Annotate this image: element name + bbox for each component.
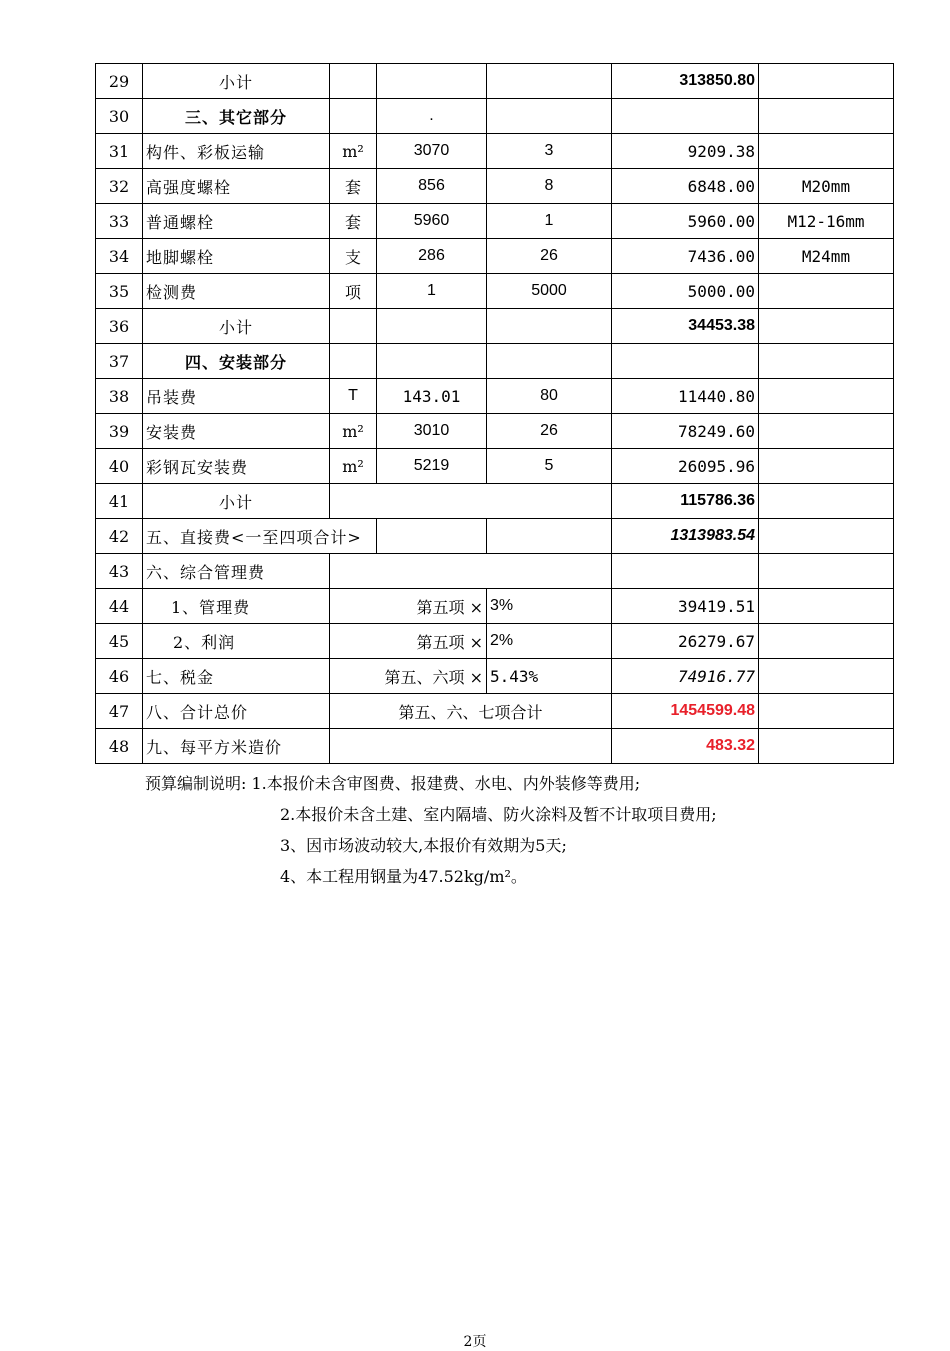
formula-cell bbox=[330, 729, 612, 764]
unit-price-cell: 5000 bbox=[487, 274, 612, 309]
unit-cell bbox=[330, 64, 377, 99]
unit-price-cell: 80 bbox=[487, 379, 612, 414]
note-cell: M20mm bbox=[759, 169, 894, 204]
quantity-cell: 3010 bbox=[377, 414, 487, 449]
note-cell bbox=[759, 554, 894, 589]
note-cell bbox=[759, 344, 894, 379]
note-item: 1.本报价未含审图费、报建费、水电、内外装修等费用; bbox=[251, 774, 641, 793]
note-cell bbox=[759, 99, 894, 134]
table-row bbox=[96, 99, 894, 134]
item-name: 地脚螺栓 bbox=[143, 239, 330, 274]
table-row bbox=[96, 554, 894, 589]
quantity-cell: . bbox=[377, 99, 487, 134]
rate-cell: 5.43% bbox=[487, 659, 612, 694]
amount-cell bbox=[612, 99, 759, 134]
table-row bbox=[96, 134, 894, 169]
row-number: 43 bbox=[96, 554, 143, 589]
row-number: 46 bbox=[96, 659, 143, 694]
item-name: 小计 bbox=[143, 484, 330, 519]
item-name: 2、利润 bbox=[143, 624, 330, 659]
unit-cell: 套 bbox=[330, 204, 377, 239]
table-row bbox=[96, 309, 894, 344]
row-number: 45 bbox=[96, 624, 143, 659]
quantity-cell: 856 bbox=[377, 169, 487, 204]
quantity-cell bbox=[377, 64, 487, 99]
note-item: 2.本报价未含土建、室内隔墙、防火涂料及暂不计取项目费用; bbox=[280, 805, 717, 824]
note-cell bbox=[759, 414, 894, 449]
budget-notes bbox=[145, 768, 717, 892]
amount-cell bbox=[612, 554, 759, 589]
section-heading: 三、其它部分 bbox=[143, 99, 330, 134]
note-cell bbox=[759, 484, 894, 519]
item-name: 九、每平方米造价 bbox=[143, 729, 330, 764]
unit-price-cell: 26 bbox=[487, 239, 612, 274]
merged-empty-cell bbox=[330, 554, 612, 589]
empty-cell bbox=[487, 519, 612, 554]
item-name: 六、综合管理费 bbox=[143, 554, 330, 589]
row-number: 34 bbox=[96, 239, 143, 274]
amount-cell: 5960.00 bbox=[612, 204, 759, 239]
table-row bbox=[96, 484, 894, 519]
row-number: 30 bbox=[96, 99, 143, 134]
merged-empty-cell bbox=[330, 484, 612, 519]
item-name: 普通螺栓 bbox=[143, 204, 330, 239]
unit-price-cell: 3 bbox=[487, 134, 612, 169]
formula-cell: 第五、六、七项合计 bbox=[330, 694, 612, 729]
row-number: 39 bbox=[96, 414, 143, 449]
quantity-cell: 143.01 bbox=[377, 379, 487, 414]
amount-cell: 9209.38 bbox=[612, 134, 759, 169]
note-cell bbox=[759, 274, 894, 309]
table-row bbox=[96, 344, 894, 379]
item-name: 1、管理费 bbox=[143, 589, 330, 624]
quantity-cell: 5219 bbox=[377, 449, 487, 484]
row-number: 47 bbox=[96, 694, 143, 729]
amount-cell bbox=[612, 344, 759, 379]
formula-cell: 第五项 × bbox=[330, 589, 487, 624]
note-cell bbox=[759, 309, 894, 344]
row-number: 29 bbox=[96, 64, 143, 99]
unit-cell: m² bbox=[330, 414, 377, 449]
note-cell bbox=[759, 694, 894, 729]
row-number: 38 bbox=[96, 379, 143, 414]
table-row bbox=[96, 624, 894, 659]
item-name: 高强度螺栓 bbox=[143, 169, 330, 204]
direct-cost-amount: 1313983.54 bbox=[612, 519, 759, 554]
item-name: 七、税金 bbox=[143, 659, 330, 694]
rate-cell: 2% bbox=[487, 624, 612, 659]
row-number: 32 bbox=[96, 169, 143, 204]
table-row bbox=[96, 169, 894, 204]
formula-cell: 第五、六项 × bbox=[330, 659, 487, 694]
unit-price-cell bbox=[487, 99, 612, 134]
note-cell bbox=[759, 134, 894, 169]
row-number: 33 bbox=[96, 204, 143, 239]
unit-price-cell bbox=[487, 64, 612, 99]
unit-cell: m² bbox=[330, 449, 377, 484]
amount-cell: 11440.80 bbox=[612, 379, 759, 414]
row-number: 35 bbox=[96, 274, 143, 309]
note-cell: M24mm bbox=[759, 239, 894, 274]
unit-price-cell: 8 bbox=[487, 169, 612, 204]
quantity-cell: 286 bbox=[377, 239, 487, 274]
item-name: 吊装费 bbox=[143, 379, 330, 414]
notes-label: 预算编制说明: bbox=[145, 774, 247, 793]
table-row bbox=[96, 64, 894, 99]
page-number: 2页 bbox=[463, 1334, 487, 1350]
row-number: 42 bbox=[96, 519, 143, 554]
unit-cell: 套 bbox=[330, 169, 377, 204]
item-name: 安装费 bbox=[143, 414, 330, 449]
note-item: 3、因市场波动较大,本报价有效期为5天; bbox=[280, 836, 567, 855]
unit-cell: m² bbox=[330, 134, 377, 169]
row-number: 40 bbox=[96, 449, 143, 484]
item-name: 检测费 bbox=[143, 274, 330, 309]
item-name: 五、直接费<一至四项合计> bbox=[143, 519, 377, 554]
row-number: 41 bbox=[96, 484, 143, 519]
note-cell: M12-16mm bbox=[759, 204, 894, 239]
amount-cell: 39419.51 bbox=[612, 589, 759, 624]
item-name: 八、合计总价 bbox=[143, 694, 330, 729]
budget-table bbox=[95, 63, 894, 764]
table-row bbox=[96, 589, 894, 624]
note-cell bbox=[759, 519, 894, 554]
row-number: 36 bbox=[96, 309, 143, 344]
unit-price-cell: 5 bbox=[487, 449, 612, 484]
note-item: 4、本工程用钢量为47.52kg/m²。 bbox=[280, 867, 527, 886]
row-number: 48 bbox=[96, 729, 143, 764]
quantity-cell: 3070 bbox=[377, 134, 487, 169]
row-number: 44 bbox=[96, 589, 143, 624]
unit-price-cell bbox=[487, 344, 612, 379]
grand-total-amount: 1454599.48 bbox=[612, 694, 759, 729]
note-cell bbox=[759, 64, 894, 99]
unit-cell bbox=[330, 309, 377, 344]
table-row bbox=[96, 379, 894, 414]
table-row bbox=[96, 414, 894, 449]
table-row bbox=[96, 729, 894, 764]
item-name: 彩钢瓦安装费 bbox=[143, 449, 330, 484]
note-cell bbox=[759, 379, 894, 414]
amount-cell: 7436.00 bbox=[612, 239, 759, 274]
row-number: 37 bbox=[96, 344, 143, 379]
quantity-cell bbox=[377, 344, 487, 379]
amount-cell: 6848.00 bbox=[612, 169, 759, 204]
amount-cell: 26279.67 bbox=[612, 624, 759, 659]
row-number: 31 bbox=[96, 134, 143, 169]
table-row bbox=[96, 519, 894, 554]
unit-cell bbox=[330, 344, 377, 379]
subtotal-amount: 115786.36 bbox=[612, 484, 759, 519]
amount-cell: 78249.60 bbox=[612, 414, 759, 449]
table-row bbox=[96, 204, 894, 239]
note-cell bbox=[759, 589, 894, 624]
table-row bbox=[96, 239, 894, 274]
unit-price-cell bbox=[487, 309, 612, 344]
unit-cell: T bbox=[330, 379, 377, 414]
unit-cell: 项 bbox=[330, 274, 377, 309]
note-cell bbox=[759, 624, 894, 659]
tax-amount: 74916.77 bbox=[612, 659, 759, 694]
table-row bbox=[96, 694, 894, 729]
quantity-cell: 1 bbox=[377, 274, 487, 309]
cost-per-sqm-amount: 483.32 bbox=[612, 729, 759, 764]
note-cell bbox=[759, 449, 894, 484]
note-cell bbox=[759, 729, 894, 764]
note-cell bbox=[759, 659, 894, 694]
quantity-cell: 5960 bbox=[377, 204, 487, 239]
unit-price-cell: 1 bbox=[487, 204, 612, 239]
amount-cell: 26095.96 bbox=[612, 449, 759, 484]
item-name: 小计 bbox=[143, 309, 330, 344]
unit-cell bbox=[330, 99, 377, 134]
quantity-cell bbox=[377, 309, 487, 344]
item-name: 构件、彩板运输 bbox=[143, 134, 330, 169]
table-row bbox=[96, 449, 894, 484]
subtotal-amount: 313850.80 bbox=[612, 64, 759, 99]
unit-price-cell: 26 bbox=[487, 414, 612, 449]
table-row bbox=[96, 659, 894, 694]
amount-cell: 5000.00 bbox=[612, 274, 759, 309]
unit-cell: 支 bbox=[330, 239, 377, 274]
section-heading: 四、安装部分 bbox=[143, 344, 330, 379]
table-row bbox=[96, 274, 894, 309]
item-name: 小计 bbox=[143, 64, 330, 99]
formula-cell: 第五项 × bbox=[330, 624, 487, 659]
empty-cell bbox=[377, 519, 487, 554]
notes-first-line bbox=[145, 768, 717, 799]
subtotal-amount: 34453.38 bbox=[612, 309, 759, 344]
rate-cell: 3% bbox=[487, 589, 612, 624]
